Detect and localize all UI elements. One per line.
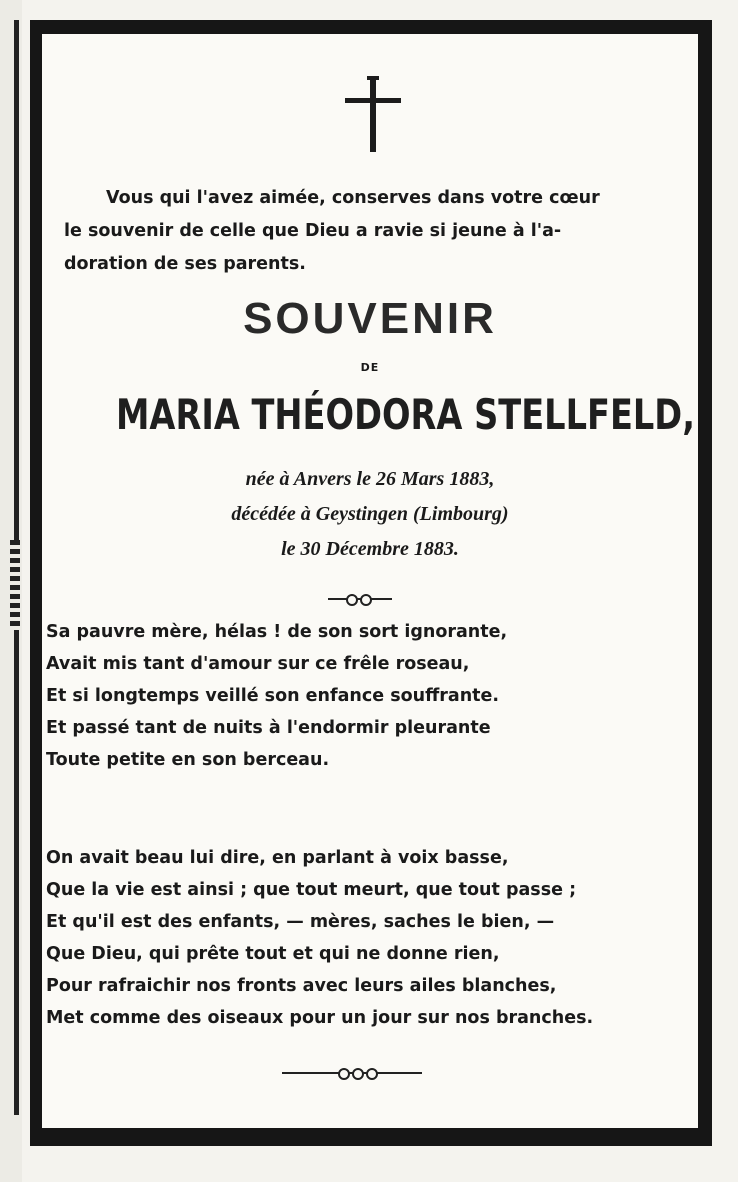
death-date-line: le 30 Décembre 1883.	[281, 538, 459, 560]
poem-line: Sa pauvre mère, hélas ! de son sort ignorante,	[46, 622, 508, 642]
poem-stanza-2	[46, 842, 686, 1034]
dedication-line: Vous qui l'avez aimée, conserves dans votre cœur	[106, 188, 600, 208]
adjacent-page-mark	[10, 540, 20, 630]
poem-line: Avait mis tant d'amour sur ce frêle roseau,	[46, 654, 470, 674]
dedication-line: doration de ses parents.	[64, 254, 306, 274]
dedication-text	[64, 182, 689, 281]
souvenir-title: SOUVENIR	[243, 294, 497, 343]
poem-line: Toute petite en son berceau.	[46, 750, 330, 770]
poem-line: Et si longtemps veillé son enfance souffrante.	[46, 686, 500, 706]
dedication-line: le souvenir de celle que Dieu a ravie si jeune à l'a-	[64, 221, 562, 241]
deceased-name: MARIA THÉODORA STELLFELD,	[116, 390, 695, 439]
poem-line: Et qu'il est des enfants, — mères, saches le bien, —	[46, 912, 555, 932]
cross-icon	[343, 76, 403, 152]
adjacent-page-edge	[0, 0, 22, 1182]
ornament-divider-icon	[328, 592, 392, 606]
poem-stanza-1	[46, 616, 686, 776]
death-place-line: décédée à Geystingen (Limbourg)	[231, 503, 509, 525]
de-label: DE	[360, 361, 380, 374]
poem-line: On avait beau lui dire, en parlant à voix basse,	[46, 848, 509, 868]
memorial-card-body	[42, 34, 698, 1128]
poem-line: Met comme des oiseaux pour un jour sur nos branches.	[46, 1008, 594, 1028]
life-dates	[42, 462, 698, 567]
poem-line: Que Dieu, qui prête tout et qui ne donne rien,	[46, 944, 500, 964]
poem-line: Pour rafraichir nos fronts avec leurs ailes blanches,	[46, 976, 557, 996]
ornament-divider-icon	[282, 1066, 422, 1080]
poem-line: Et passé tant de nuits à l'endormir pleurante	[46, 718, 491, 738]
poem-line: Que la vie est ainsi ; que tout meurt, que tout passe ;	[46, 880, 577, 900]
memorial-card	[30, 20, 712, 1146]
birth-line: née à Anvers le 26 Mars 1883,	[245, 468, 495, 490]
